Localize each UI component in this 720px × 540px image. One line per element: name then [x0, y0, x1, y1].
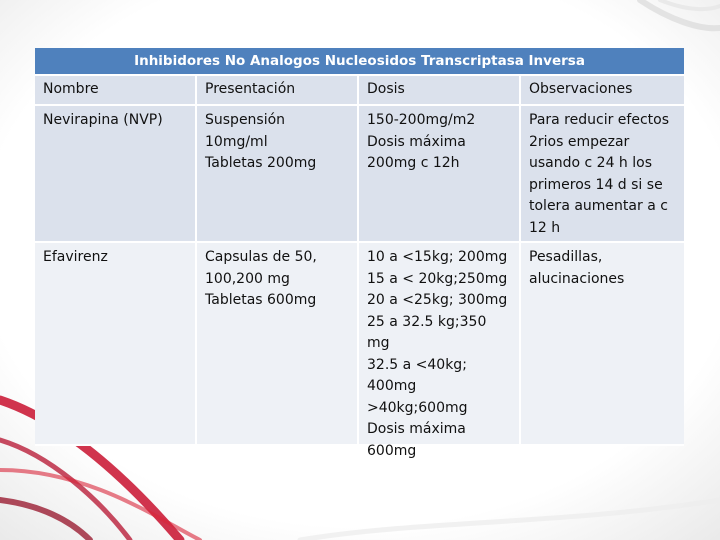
row-efavirenz-dosis: 10 a <15kg; 200mg 15 a < 20kg;250mg 20 a <25kg; 300mg 25 a 32.5 kg;350 mg 32.5 a <40kg; 400mg >40kg;600mg Dosis máxima 600mg: [359, 243, 521, 446]
header-dosis: Dosis: [359, 76, 521, 106]
row-nevirapina-nombre: Nevirapina (NVP): [35, 106, 197, 243]
row-nevirapina-presentacion: Suspensión 10mg/ml Tabletas 200mg: [197, 106, 359, 243]
header-presentacion: Presentación: [197, 76, 359, 106]
table-grid: [35, 76, 684, 459]
header-observaciones: Observaciones: [521, 76, 684, 106]
row-efavirenz-presentacion: Capsulas de 50, 100,200 mg Tabletas 600mg: [197, 243, 359, 446]
row-efavirenz-nombre: Efavirenz: [35, 243, 197, 446]
row-nevirapina-observaciones: Para reducir efectos 2rios empezar usando c 24 h los primeros 14 d si se tolera aumentar a c 12 h: [521, 106, 684, 243]
header-nombre: Nombre: [35, 76, 197, 106]
drug-table: [35, 48, 684, 459]
table-title: Inhibidores No Analogos Nucleosidos Transcriptasa Inversa: [35, 48, 684, 76]
row-efavirenz-observaciones: Pesadillas, alucinaciones: [521, 243, 684, 446]
row-nevirapina-dosis: 150-200mg/m2 Dosis máxima 200mg c 12h: [359, 106, 521, 243]
